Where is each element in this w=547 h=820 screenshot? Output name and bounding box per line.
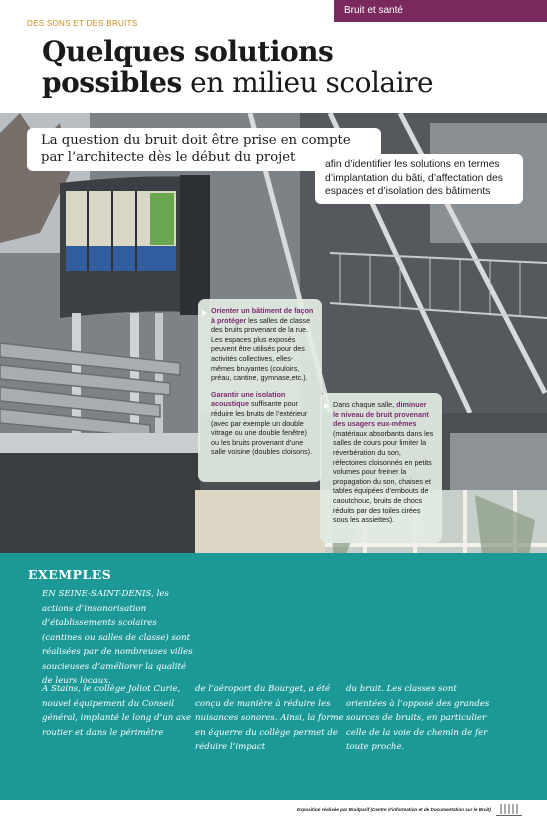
headline-line-1: La question du bruit doit être prise en compte: [41, 133, 351, 148]
example-paragraph-2: A Stains, le collège Joliot Curie, nouvel équipement du Conseil général, implanté le long d’un axe routier et dans le périmètre: [42, 684, 192, 738]
examples-heading: EXEMPLES: [28, 567, 112, 582]
bullet-arrow-icon: [324, 403, 329, 409]
footer-credit: Exposition réalisée par Bruitparif (Centre d’information et de Documentation sur le Bruit): [297, 807, 491, 812]
example-paragraph-4: du bruit. Les classes sont orientées à l’opposé des grandes sources de bruits, en particulier celle de la voie de chemin de fer toute proche.: [346, 684, 490, 752]
note-a-highlight-1: Orienter un bâtiment de façon à protéger: [211, 306, 314, 325]
note-a-paragraph-1: [211, 306, 314, 383]
note-box-noise-reduction: [320, 393, 442, 543]
title-line-2-bold: possibles: [42, 66, 182, 99]
note-a-highlight-2: Garantir une isolation acoustique: [211, 389, 286, 409]
headline-line-2: par l’architecte dès le début du projet: [41, 150, 296, 165]
note-box-orientation: [198, 299, 322, 482]
example-paragraph-3: de l’aéroport du Bourget, a été conçu de manière à réduire les nuisances sonores. Ainsi, la forme en équerre du collège permet de réduire l’impact: [195, 684, 344, 752]
example-paragraph-1: EN SEINE-SAINT-DENIS, les actions d’insonorisation d’établissements scolaires (cantines ou salles de classe) sont réalisées par de nombreuses villes soucieuses d’améliorer la qualité de leurs locaux.: [42, 589, 193, 686]
topic-tag: Bruit et santé: [334, 0, 547, 22]
note-a-paragraph-2: [211, 390, 314, 457]
note-b-paragraph-1: [333, 400, 434, 525]
page-title: [42, 36, 522, 98]
section-label: DES SONS ET DES BRUITS: [27, 19, 138, 28]
bullet-arrow-icon: [202, 310, 207, 316]
title-line-2-rest: en milieu scolaire: [181, 66, 434, 99]
note-a-text-2: suffisante pour réduire les bruits de l’extérieur (avec par exemple un double vitrage ou une double fenêtre) ou les bruits provenant d’une salle voisine (doubles cloisons).: [211, 399, 313, 457]
title-line-1: Quelques solutions: [42, 35, 334, 68]
cidb-logo-icon: [496, 801, 522, 816]
note-b-text: (matériaux absorbants dans les salles de cours pour limiter la réverbération du son, réfectoires cloisonnés en petits volumes pour freiner la propagation du son, chaises et tables équipées d’embouts de caoutchouc, bruits de chocs réduits par des toiles cirées sous les assiettes).: [333, 428, 434, 525]
subline-box: afin d’identifier les solutions en termes d’implantation du bâti, d’affectation des espaces et d’isolation des bâtiments: [315, 154, 523, 204]
note-a-text-1: les salles de classe des bruits provenant de la rue. Les espaces plus exposés peuvent être utilisés pour des activités collectives, elles-mêmes bruyantes (couloirs, préau, cantine, gymnase,etc.).: [211, 315, 311, 383]
note-b-text-pre: Dans chaque salle,: [333, 400, 397, 409]
note-b-highlight: diminuer le niveau de bruit provenant des usagers eux-mêmes: [333, 400, 429, 429]
